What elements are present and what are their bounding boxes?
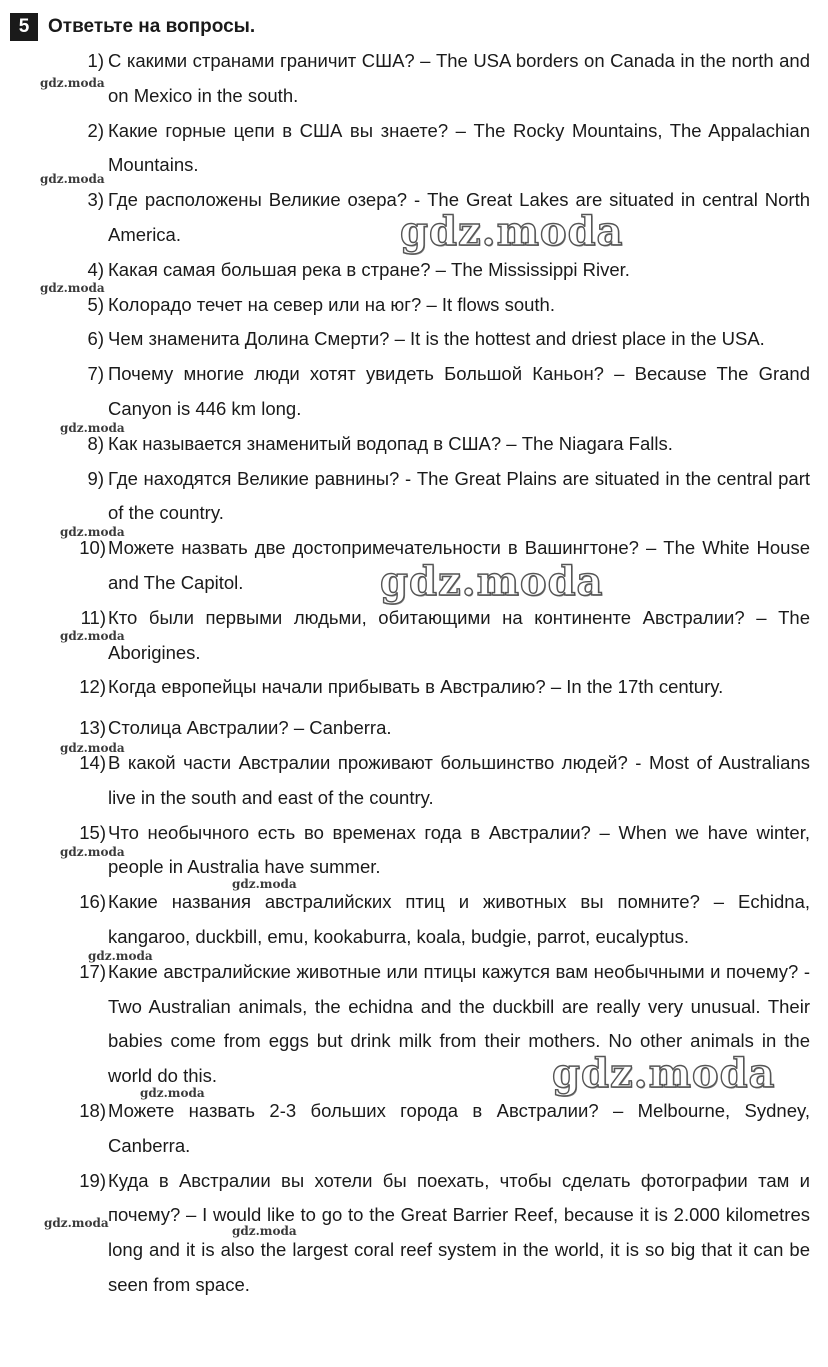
question-item (79, 1094, 810, 1164)
task-number-badge: 5 (10, 13, 38, 41)
question-number: 12) (79, 676, 106, 698)
question-item (79, 885, 810, 955)
question-text: Колорадо течет на север или на юг? – It flows south. (108, 293, 555, 315)
question-item (87, 322, 810, 357)
watermark-small: gdz.moda (232, 877, 297, 891)
question-item (79, 1164, 810, 1303)
watermark-large: gdz.moda (380, 558, 604, 605)
watermark-small: gdz.moda (60, 421, 125, 435)
question-text: Можете назвать 2-3 больших города в Австралии? – Melbourne, Sydney, Canberra. (108, 1099, 810, 1156)
question-number: 10) (79, 537, 106, 559)
watermark-small: gdz.moda (88, 949, 153, 963)
question-item (87, 427, 810, 462)
question-number: 7) (87, 363, 104, 385)
watermark-small: gdz.moda (60, 525, 125, 539)
question-text: Где расположены Великие озера? - The Great Lakes are situated in central North America. (108, 189, 810, 245)
watermark-small: gdz.moda (60, 741, 125, 755)
question-number: 1) (87, 50, 104, 71)
watermark-large: gdz.moda (400, 208, 624, 255)
question-text: Когда европейцы начали прибывать в Австралию? – In the 17th century. (108, 676, 724, 698)
watermark-small: gdz.moda (60, 629, 125, 643)
question-number: 8) (87, 432, 104, 454)
question-text: Какая самая большая река в стране? – The Mississippi River. (108, 258, 630, 280)
watermark-small: gdz.moda (60, 845, 125, 859)
question-text: Какие австралийские животные или птицы кажутся вам необычными и почему? - Two Australian animals, the echidna and the duckbill are really very unusual. Their babies come from eggs but drink milk from their mothers. No other animals in the world do this. (108, 960, 810, 1087)
watermark-large: gdz.moda (552, 1050, 776, 1097)
question-number: 11) (80, 606, 106, 628)
question-item (87, 357, 810, 427)
question-item (87, 288, 810, 323)
question-number: 3) (87, 189, 104, 211)
question-number: 18) (79, 1099, 106, 1121)
question-text: Что необычного есть во временах года в Австралии? – When we have winter, people in Australia have summer. (108, 821, 810, 878)
question-text: Можете назвать две достопримечательности в Вашингтоне? – The White House and The Capitol. (108, 537, 810, 593)
question-item (87, 253, 810, 288)
question-item (87, 44, 810, 114)
question-number: 9) (87, 467, 104, 489)
question-text: Кто были первыми людьми, обитающими на континенте Австралии? – The Aborigines. (108, 606, 810, 663)
question-number: 4) (87, 258, 104, 280)
task-header (10, 12, 255, 42)
watermark-small: gdz.moda (232, 1224, 297, 1238)
question-item (79, 711, 810, 746)
question-text: Куда в Австралии вы хотели бы поехать, чтобы сделать фотографии там и почему? – I would like to go to the Great Barrier Reef, because it is 2.000 kilometres long and it is also the largest coral reef system in the world, it is so big that it can be seen from space. (108, 1169, 810, 1295)
question-text: Столица Австралии? – Canberra. (108, 717, 392, 739)
question-number: 19) (79, 1169, 106, 1191)
task-title: Ответьте на вопросы. (48, 16, 256, 37)
question-number: 17) (79, 960, 106, 982)
question-item (87, 114, 810, 184)
question-number: 2) (87, 119, 104, 141)
question-text: В какой части Австралии проживают большинство людей? - Most of Australians live in the south and east of the country. (108, 751, 810, 808)
question-text: Почему многие люди хотят увидеть Большой Каньон? – Because The Grand Canyon is 446 km long. (108, 363, 810, 419)
question-number: 16) (79, 891, 106, 913)
question-number: 14) (79, 751, 106, 773)
question-item (87, 462, 810, 532)
question-text: Как называется знаменитый водопад в США? – The Niagara Falls. (108, 432, 673, 454)
watermark-small: gdz.moda (40, 281, 105, 295)
question-item (79, 746, 810, 816)
watermark-small: gdz.moda (44, 1216, 109, 1230)
watermark-small: gdz.moda (40, 76, 105, 90)
question-number: 6) (87, 328, 104, 350)
question-number: 13) (79, 717, 106, 739)
question-text: С какими странами граничит США? – The USA borders on Canada in the north and on Mexico in the south. (108, 50, 810, 106)
question-number: 15) (79, 821, 106, 843)
question-text: Чем знаменита Долина Смерти? – It is the hottest and driest place in the USA. (108, 328, 765, 350)
watermark-small: gdz.moda (40, 172, 105, 186)
question-item (79, 670, 810, 705)
question-text: Какие названия австралийских птиц и животных вы помните? – Echidna, kangaroo, duckbill, emu, kookaburra, koala, budgie, parrot, eucalyptus. (108, 891, 810, 947)
question-number: 5) (87, 293, 104, 315)
watermark-small: gdz.moda (140, 1086, 205, 1100)
question-text: Где находятся Великие равнины? - The Great Plains are situated in the central part of the country. (108, 467, 810, 524)
question-text: Какие горные цепи в США вы знаете? – The Rocky Mountains, The Appalachian Mountains. (108, 119, 810, 176)
